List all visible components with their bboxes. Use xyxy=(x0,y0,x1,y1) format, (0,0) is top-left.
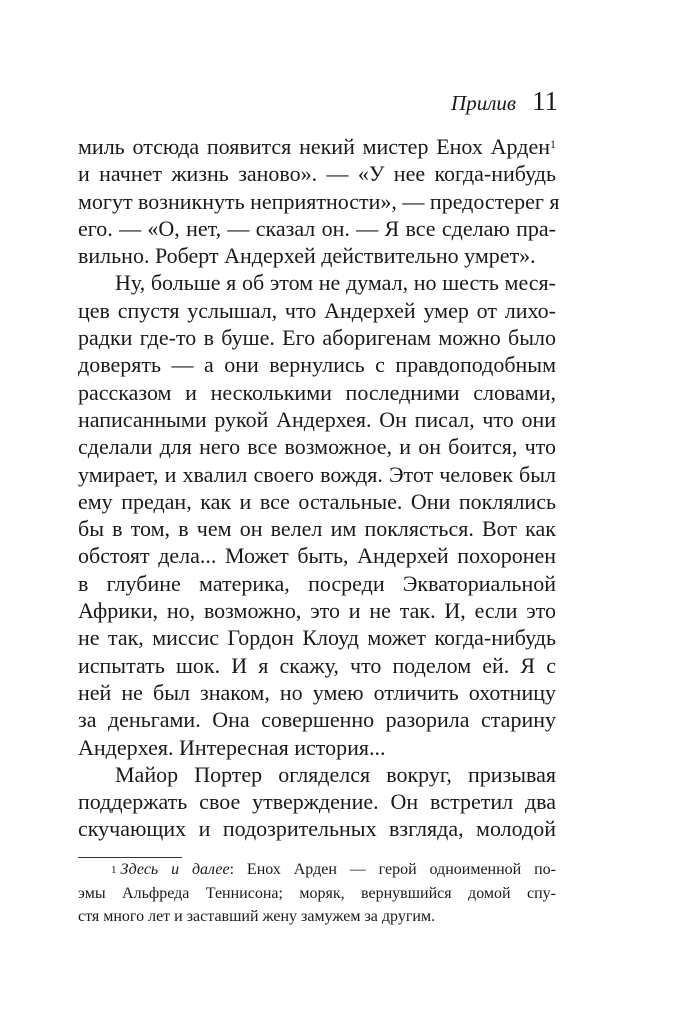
text-line: написанными рукой Андерхея. Он писал, что они xyxy=(78,406,556,432)
text-line: ему предан, как и все остальные. Они поклялись xyxy=(78,488,556,514)
text-line: бы в том, в чем он велел им поклясться. Вот как xyxy=(78,516,556,542)
text-line: могут возникнуть неприятности», — предостерег я xyxy=(78,188,560,214)
paragraph-3 xyxy=(78,761,556,843)
text-line: миль отсюда появится некий мистер Енох Арден$^1$ xyxy=(78,134,556,159)
text-line: цев спустя услышал, что Андерхей умер от лихо- xyxy=(78,297,556,323)
text-line: умирает, и хвалил своего вождя. Этот человек был xyxy=(78,461,556,487)
footnote-line: $^1$ Здесь и далее: Енох Арден — герой одноименной по- xyxy=(111,861,556,878)
footnote-mark: 1 xyxy=(111,864,117,876)
text-line: его. — «О, нет, — сказал он. — Я все сделаю пра- xyxy=(78,215,556,241)
page-number: 11 xyxy=(532,86,558,116)
text-line: доверять — а они вернулись с правдоподобным xyxy=(78,352,556,378)
text-line: не так, миссис Гордон Клоуд может когда-нибудь xyxy=(78,625,556,651)
footnote-italic-lead: Здесь и далее xyxy=(120,861,230,878)
paragraph-1 xyxy=(78,133,560,269)
text-line: поддержать свое утверждение. Он встретил два xyxy=(78,789,556,815)
text-line: скучающих и подозрительных взгляда, молодой xyxy=(78,816,556,842)
text-line: и начнет жизнь заново». — «У нее когда-нибудь xyxy=(78,161,556,187)
text-line: испытать шок. И я скажу, что поделом ей. Я с xyxy=(78,652,556,678)
text-line: ней не был знаком, но умею отличить охотницу xyxy=(78,679,556,705)
text-line: рассказом и несколькими последними словами, xyxy=(78,379,556,405)
text-line: Майор Портер огляделся вокруг, призывая xyxy=(115,761,556,787)
footnote-reference: 1 xyxy=(550,137,556,151)
paragraph-2 xyxy=(78,269,556,760)
text-line: Африки, но, возможно, это и не так. И, если это xyxy=(78,598,556,624)
text-line: в глубине материка, посреди Экваториальной xyxy=(78,570,556,596)
text-line: вильно. Роберт Андерхей действительно умрет». xyxy=(78,243,536,269)
running-head xyxy=(451,86,558,117)
text-line: сделали для него все возможное, и он боится, что xyxy=(78,434,556,460)
footnote xyxy=(78,858,556,929)
text-line: обстоят дела... Может быть, Андерхей похоронен xyxy=(78,543,556,569)
footnote-line: стя много лет и заставший жену замужем за другим. xyxy=(78,908,436,925)
footnote-line: эмы Альфреда Теннисона; моряк, вернувшийся домой спу- xyxy=(78,884,556,902)
text-line: радки где-то в буше. Его аборигенам можно было xyxy=(78,325,556,351)
text-line: Андерхея. Интересная история... xyxy=(78,734,386,760)
running-title: Прилив xyxy=(451,91,516,115)
body-text xyxy=(78,133,560,843)
text-line: Ну, больше я об этом не думал, но шесть меся- xyxy=(115,270,556,296)
text-line: за деньгами. Она совершенно разорила старину xyxy=(78,707,556,733)
